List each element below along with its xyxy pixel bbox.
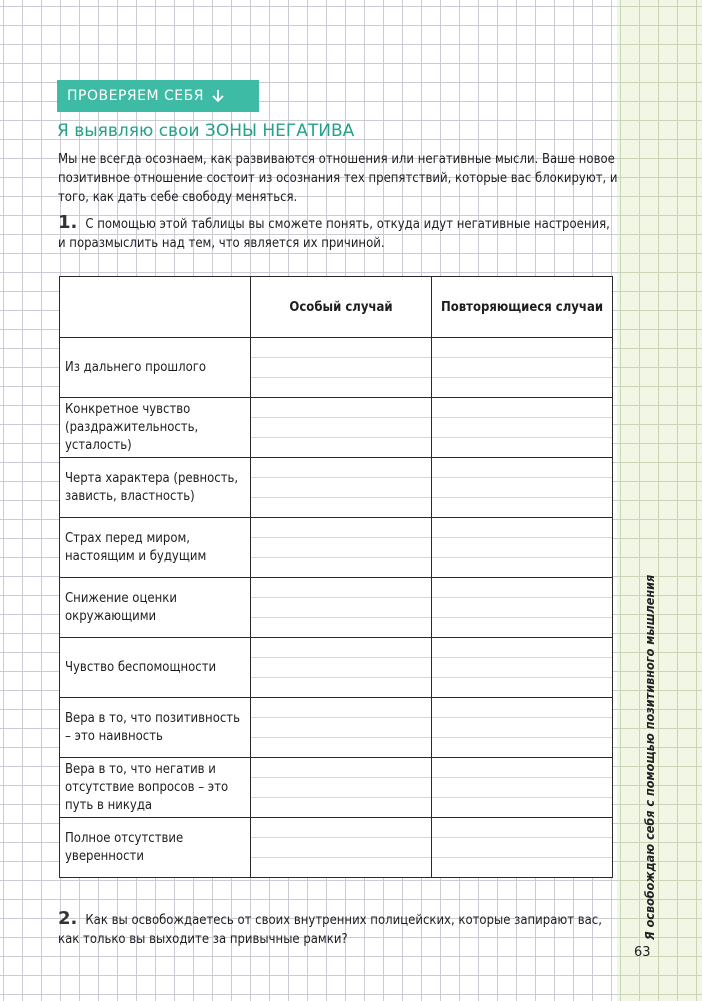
sidebar-title: Я освобождаю себя с помощью позитивного мышления — [642, 574, 657, 940]
special-case-cell[interactable] — [251, 458, 432, 518]
row-label: Вера в то, что позитивность – это наивность — [60, 698, 251, 758]
section-title: Я выявляю свои ЗОНЫ НЕГАТИВА — [57, 121, 355, 141]
table-row — [60, 518, 613, 578]
badge-label: ПРОВЕРЯЕМ СЕБЯ — [67, 88, 204, 104]
writing-lines — [432, 518, 612, 577]
writing-lines — [432, 698, 612, 757]
writing-lines — [432, 818, 612, 877]
repeated-cases-cell[interactable] — [432, 518, 613, 578]
table-row — [60, 458, 613, 518]
row-label: Вера в то, что негатив и отсутствие вопросов – это путь в никуда — [60, 758, 251, 818]
table-row — [60, 578, 613, 638]
header-special-case: Особый случай — [251, 277, 432, 338]
header-repeated-cases: Повторяющиеся случаи — [432, 277, 613, 338]
negativity-zones-table — [59, 276, 613, 878]
special-case-cell[interactable] — [251, 698, 432, 758]
question-1-number: 1. — [58, 212, 78, 233]
check-yourself-badge — [57, 80, 259, 112]
table-row — [60, 638, 613, 698]
writing-lines — [251, 698, 431, 757]
special-case-cell[interactable] — [251, 398, 432, 458]
question-1-text: С помощью этой таблицы вы сможете понять, откуда идут негативные настроения, и поразмыслить над тем, что является их причиной. — [58, 217, 610, 251]
writing-lines — [432, 638, 612, 697]
row-label: Страх перед миром, настоящим и будущим — [60, 518, 251, 578]
table-row — [60, 398, 613, 458]
repeated-cases-cell[interactable] — [432, 818, 613, 878]
writing-lines — [251, 458, 431, 517]
row-label: Снижение оценки окружающими — [60, 578, 251, 638]
row-label: Из дальнего прошлого — [60, 338, 251, 398]
special-case-cell[interactable] — [251, 818, 432, 878]
special-case-cell[interactable] — [251, 338, 432, 398]
writing-lines — [432, 398, 612, 457]
header-empty — [60, 277, 251, 338]
writing-lines — [432, 458, 612, 517]
repeated-cases-cell[interactable] — [432, 338, 613, 398]
question-2-text: Как вы освобождаетесь от своих внутренних полицейских, которые запирают вас, как только вы выходите за привычные рамки? — [58, 913, 602, 947]
row-label: Чувство беспомощности — [60, 638, 251, 698]
writing-lines — [251, 578, 431, 637]
row-label: Черта характера (ревность, зависть, властность) — [60, 458, 251, 518]
writing-lines — [251, 338, 431, 397]
repeated-cases-cell[interactable] — [432, 698, 613, 758]
special-case-cell[interactable] — [251, 518, 432, 578]
writing-lines — [251, 638, 431, 697]
special-case-cell[interactable] — [251, 638, 432, 698]
table-header-row — [60, 277, 613, 338]
writing-lines — [251, 758, 431, 817]
row-label: Полное отсутствие уверенности — [60, 818, 251, 878]
repeated-cases-cell[interactable] — [432, 758, 613, 818]
question-2 — [58, 909, 618, 949]
table-row — [60, 338, 613, 398]
row-label: Конкретное чувство (раздражительность, усталость) — [60, 398, 251, 458]
question-2-number: 2. — [58, 908, 78, 929]
repeated-cases-cell[interactable] — [432, 398, 613, 458]
writing-lines — [432, 758, 612, 817]
repeated-cases-cell[interactable] — [432, 458, 613, 518]
writing-lines — [251, 818, 431, 877]
special-case-cell[interactable] — [251, 758, 432, 818]
question-1 — [58, 213, 618, 253]
table-row — [60, 758, 613, 818]
table-row — [60, 698, 613, 758]
repeated-cases-cell[interactable] — [432, 638, 613, 698]
writing-lines — [432, 578, 612, 637]
intro-paragraph: Мы не всегда осознаем, как развиваются отношения или негативные мысли. Ваше новое позитивное отношение состоит из осознания тех препятствий, которые вас блокируют, и того, как дать себе свободу меняться. — [58, 152, 618, 205]
repeated-cases-cell[interactable] — [432, 578, 613, 638]
special-case-cell[interactable] — [251, 578, 432, 638]
table-row — [60, 818, 613, 878]
writing-lines — [251, 398, 431, 457]
writing-lines — [251, 518, 431, 577]
writing-lines — [432, 338, 612, 397]
arrow-down-icon — [210, 88, 226, 104]
page-number: 63 — [634, 945, 651, 960]
